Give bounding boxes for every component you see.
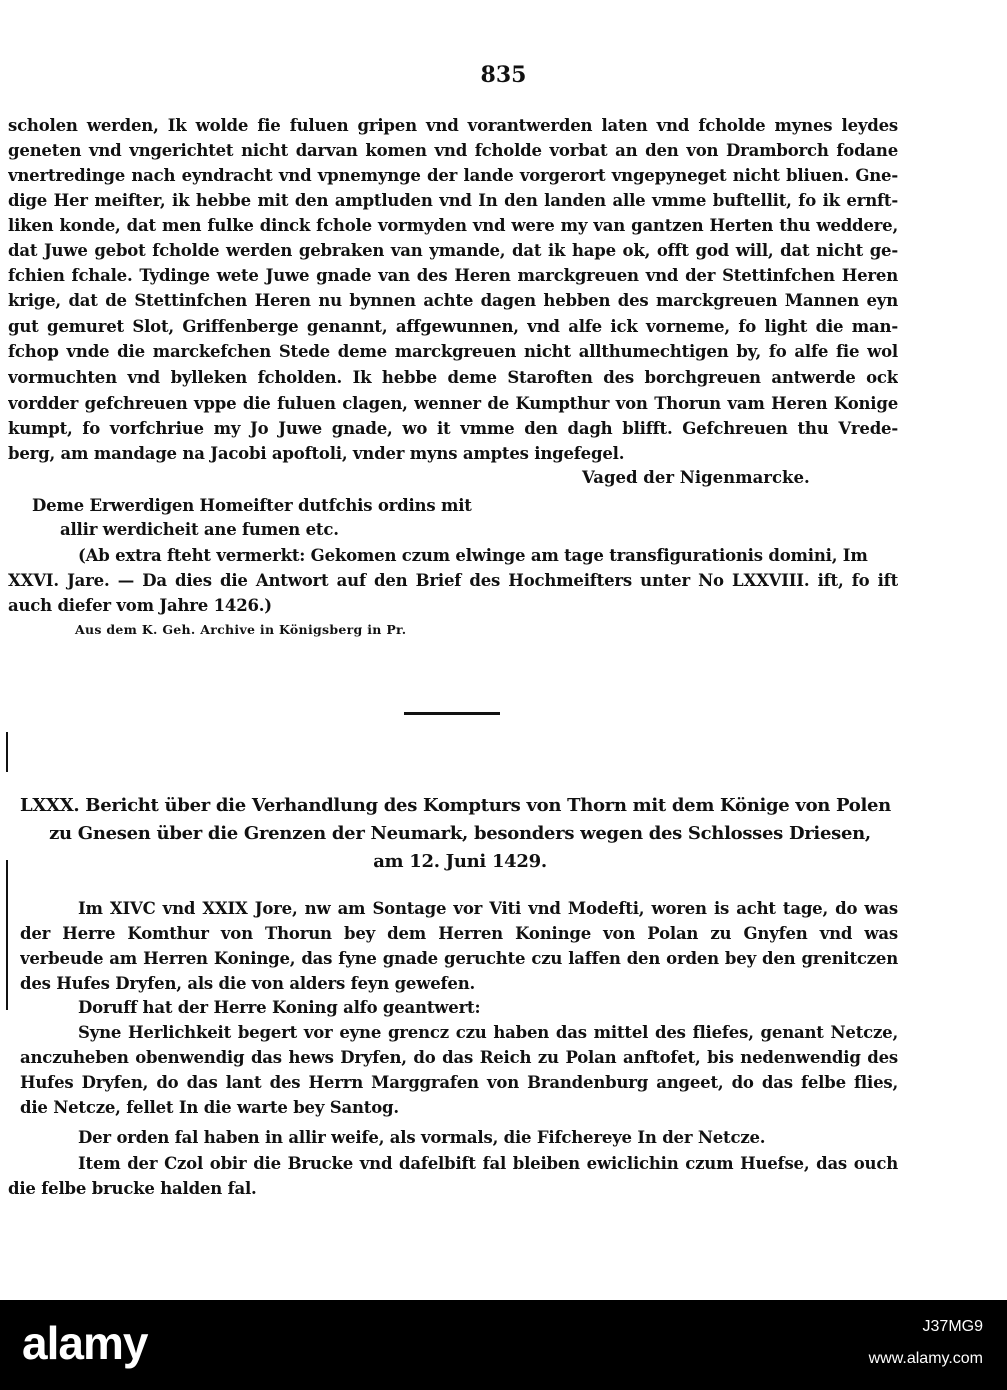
signature: Vaged der Nigenmarcke. <box>582 468 810 487</box>
text-line: verbeude am Herren Koninge, das fyne gnade geruchte czu laffen den orden bey den grenitczen <box>20 949 898 968</box>
text-line: vnertredinge nach eyndracht vnd vpnemynge der lande vorgerort vngepyneget nicht bliuen. Gne- <box>8 166 898 185</box>
address-line: allir werdicheit ane fumen etc. <box>60 520 339 539</box>
address-line: Deme Erwerdigen Homeifter dutfchis ordins mit <box>32 496 472 515</box>
archive-source: Aus dem K. Geh. Archive in Königsberg in Pr. <box>75 622 407 637</box>
text-line: fchop vnde die marckefchen Stede deme marckgreuen nicht allthumechtigen by, fo alfe fie wol <box>8 342 898 361</box>
text-line: dige Her meifter, ik hebbe mit den amptluden vnd In den landen alle vmme buftellit, fo ik ernft- <box>8 191 898 210</box>
section-divider <box>404 712 500 715</box>
text-line: krige, dat de Stettinfchen Heren nu bynnen achte dagen hebben des marckgreuen Mannen eyn <box>8 291 898 310</box>
text-line: Im XIVC vnd XXIX Jore, nw am Sontage vor Viti vnd Modefti, woren is acht tage, do was <box>78 899 898 918</box>
note-line: XXVI. Jare. — Da dies die Antwort auf den Brief des Hochmeifters unter No LXXVIII. ift, fo ift <box>8 571 898 590</box>
heading-title-line2: zu Gnesen über die Grenzen der Neumark, besonders wegen des Schlosses Driesen, <box>49 823 871 844</box>
text-line: Hufes Dryfen, do das lant des Herrn Marggrafen von Brandenburg angeet, do das felbe flies, <box>20 1073 898 1092</box>
text-line: scholen werden, Ik wolde fie fuluen gripen vnd vorantwerden laten vnd fcholde mynes leydes <box>8 116 898 135</box>
text-line: geneten vnd vngerichtet nicht darvan komen vnd fcholde vorbat an den von Dramborch fodane <box>8 141 898 160</box>
text-line: liken konde, dat men fulke dinck fchole vormyden vnd were my van gantzen Herten thu weddere, <box>8 216 898 235</box>
text-line: des Hufes Dryfen, als die von alders feyn gewefen. <box>20 974 476 993</box>
text-line: der Herre Komthur von Thorun bey dem Herren Koninge von Polan zu Gnyfen vnd was <box>20 924 898 943</box>
text-line: die Netcze, fellet In die warte bey Santog. <box>20 1098 399 1117</box>
text-line: anczuheben obenwendig das hews Dryfen, do das Reich zu Polan anftofet, bis nedenwendig des <box>20 1048 898 1067</box>
text-line: Item der Czol obir die Brucke vnd dafelbift fal bleiben ewiclichin czum Huefse, das ouch <box>78 1154 898 1173</box>
text-line: gut gemuret Slot, Griffenberge genannt, affgewunnen, vnd alfe ick vorneme, fo light die man- <box>8 317 898 336</box>
brand-logo: alamy <box>22 1317 148 1369</box>
document-heading <box>20 795 900 816</box>
heading-number: LXXX. <box>20 795 80 816</box>
text-line: vordder gefchreuen vppe die fuluen clagen, wenner de Kumpthur von Thorun vam Heren Konige <box>8 394 898 413</box>
text-line: berg, am mandage na Jacobi apoftoli, vnder myns amptes ingefegel. <box>8 444 625 463</box>
text-line: Der orden fal haben in allir weife, als vormals, die Fifchereye In der Netcze. <box>78 1128 766 1147</box>
text-line: Doruff hat der Herre Koning alfo geantwert: <box>78 998 481 1017</box>
text-line: Syne Herlichkeit begert vor eyne grencz czu haben das mittel des fliefes, genant Netcze, <box>78 1023 898 1042</box>
watermark-footer <box>0 1300 1007 1390</box>
site-url: www.alamy.com <box>868 1350 983 1367</box>
margin-mark <box>6 732 8 772</box>
page-number: 835 <box>480 62 527 88</box>
heading-date: am 12. Juni 1429. <box>373 851 547 872</box>
text-line: vormuchten vnd bylleken fcholden. Ik hebbe deme Staroften des borchgreuen antwerde ock <box>8 368 898 387</box>
margin-mark <box>6 860 8 1010</box>
text-line: dat Juwe gebot fcholde werden gebraken van ymande, dat ik hape ok, offt god will, dat nicht ge- <box>8 241 898 260</box>
text-line: die felbe brucke halden fal. <box>8 1179 257 1198</box>
image-id: J37MG9 <box>922 1318 983 1335</box>
text-line: fchien fchale. Tydinge wete Juwe gnade van des Heren marckgreuen vnd der Stettinfchen Heren <box>8 266 898 285</box>
text-line: kumpt, fo vorfchriue my Jo Juwe gnade, wo it vmme den dagh blifft. Gefchreuen thu Vrede- <box>8 419 898 438</box>
note-line: (Ab extra fteht vermerkt: Gekomen czum elwinge am tage transfigurationis domini, Im <box>78 546 868 565</box>
note-line: auch diefer vom Jahre 1426.) <box>8 596 272 615</box>
heading-title-line1: Bericht über die Verhandlung des Kompturs von Thorn mit dem Könige von Polen <box>85 795 891 816</box>
